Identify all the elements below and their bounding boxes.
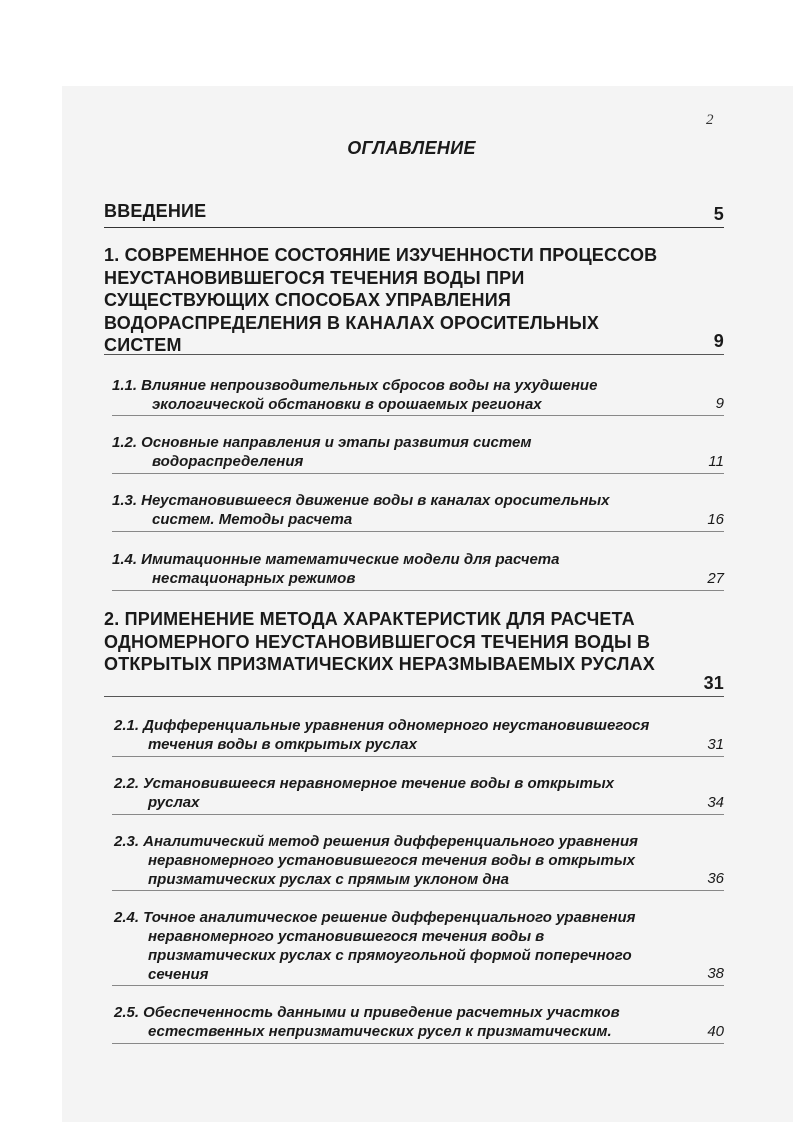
page-number: 2 bbox=[706, 112, 714, 128]
toc-section-2-4[interactable] bbox=[112, 908, 724, 986]
toc-entry-title: 1. СОВРЕМЕННОЕ СОСТОЯНИЕ ИЗУЧЕННОСТИ ПРОЦЕССОВ НЕУСТАНОВИВШЕГОСЯ ТЕЧЕНИЯ ВОДЫ ПРИ СУЩЕСТВУЮЩИХ СПОСОБАХ УПРАВЛЕНИЯ ВОДОРАСПРЕДЕЛЕНИЯ В КАНАЛАХ ОРОСИТЕЛЬНЫХ СИСТЕМ bbox=[104, 245, 658, 355]
toc-page-number: 27 bbox=[707, 570, 724, 587]
toc-page-number: 31 bbox=[703, 672, 724, 693]
toc-page-number: 5 bbox=[713, 203, 724, 224]
toc-chapter-1[interactable] bbox=[104, 244, 724, 355]
toc-page-number: 38 bbox=[707, 965, 724, 982]
toc-section-1-3[interactable] bbox=[112, 491, 724, 532]
toc-page-number: 34 bbox=[707, 794, 724, 811]
toc-chapter-2[interactable] bbox=[104, 608, 724, 697]
toc-page-number: 31 bbox=[707, 736, 724, 753]
toc-section-2-2[interactable] bbox=[112, 774, 724, 815]
toc-page-number: 9 bbox=[713, 330, 724, 351]
toc-section-1-1[interactable] bbox=[112, 376, 724, 416]
toc-entry-title: 2.1. Дифференциальные уравнения одномерного неустановившегося течения воды в открытых руслах bbox=[114, 717, 650, 753]
toc-entry-title: 2. ПРИМЕНЕНИЕ МЕТОДА ХАРАКТЕРИСТИК ДЛЯ РАСЧЕТА ОДНОМЕРНОГО НЕУСТАНОВИВШЕГОСЯ ТЕЧЕНИЯ ВОДЫ В ОТКРЫТЫХ ПРИЗМАТИЧЕСКИХ НЕРАЗМЫВАЕМЫХ РУСЛАХ bbox=[104, 609, 656, 674]
toc-entry-intro[interactable] bbox=[104, 200, 724, 228]
toc-entry-title: 2.2. Установившееся неравномерное течение воды в открытых руслах bbox=[114, 775, 615, 811]
toc-section-1-4[interactable] bbox=[112, 550, 724, 591]
toc-entry-title: ВВЕДЕНИЕ bbox=[104, 201, 207, 221]
toc-section-1-2[interactable] bbox=[112, 433, 724, 474]
toc-section-2-3[interactable] bbox=[112, 832, 724, 891]
toc-entry-title: 1.2. Основные направления и этапы развития систем водораспределения bbox=[112, 434, 532, 470]
toc-page-number: 9 bbox=[715, 395, 724, 412]
toc-entry-title: 1.3. Неустановившееся движение воды в каналах оросительных систем. Методы расчета bbox=[112, 492, 610, 528]
page-title: ОГЛАВЛЕНИЕ bbox=[347, 138, 476, 158]
toc-page-number: 16 bbox=[707, 511, 724, 528]
toc-section-2-1[interactable] bbox=[112, 716, 724, 757]
toc-page-number: 11 bbox=[708, 453, 724, 470]
toc-entry-title: 2.5. Обеспеченность данными и приведение расчетных участков естественных непризматических русел к призматическим. bbox=[114, 1004, 620, 1040]
toc-section-2-5[interactable] bbox=[112, 1003, 724, 1044]
toc-entry-title: 1.1. Влияние непроизводительных сбросов воды на ухудшение экологической обстановки в орошаемых регионах bbox=[112, 377, 598, 413]
toc-entry-title: 1.4. Имитационные математические модели для расчета нестационарных режимов bbox=[112, 551, 560, 587]
toc-entry-title: 2.4. Точное аналитическое решение дифференциального уравнения неравномерного установившегося течения воды в призматических руслах с прямоугольной формой поперечного сечения bbox=[114, 909, 636, 983]
toc-entry-title: 2.3. Аналитический метод решения дифференциального уравнения неравномерного установившегося течения воды в открытых призматических руслах с прямым уклоном дна bbox=[114, 833, 638, 888]
toc-page-number: 40 bbox=[707, 1023, 724, 1040]
toc-page-number: 36 bbox=[707, 870, 724, 887]
